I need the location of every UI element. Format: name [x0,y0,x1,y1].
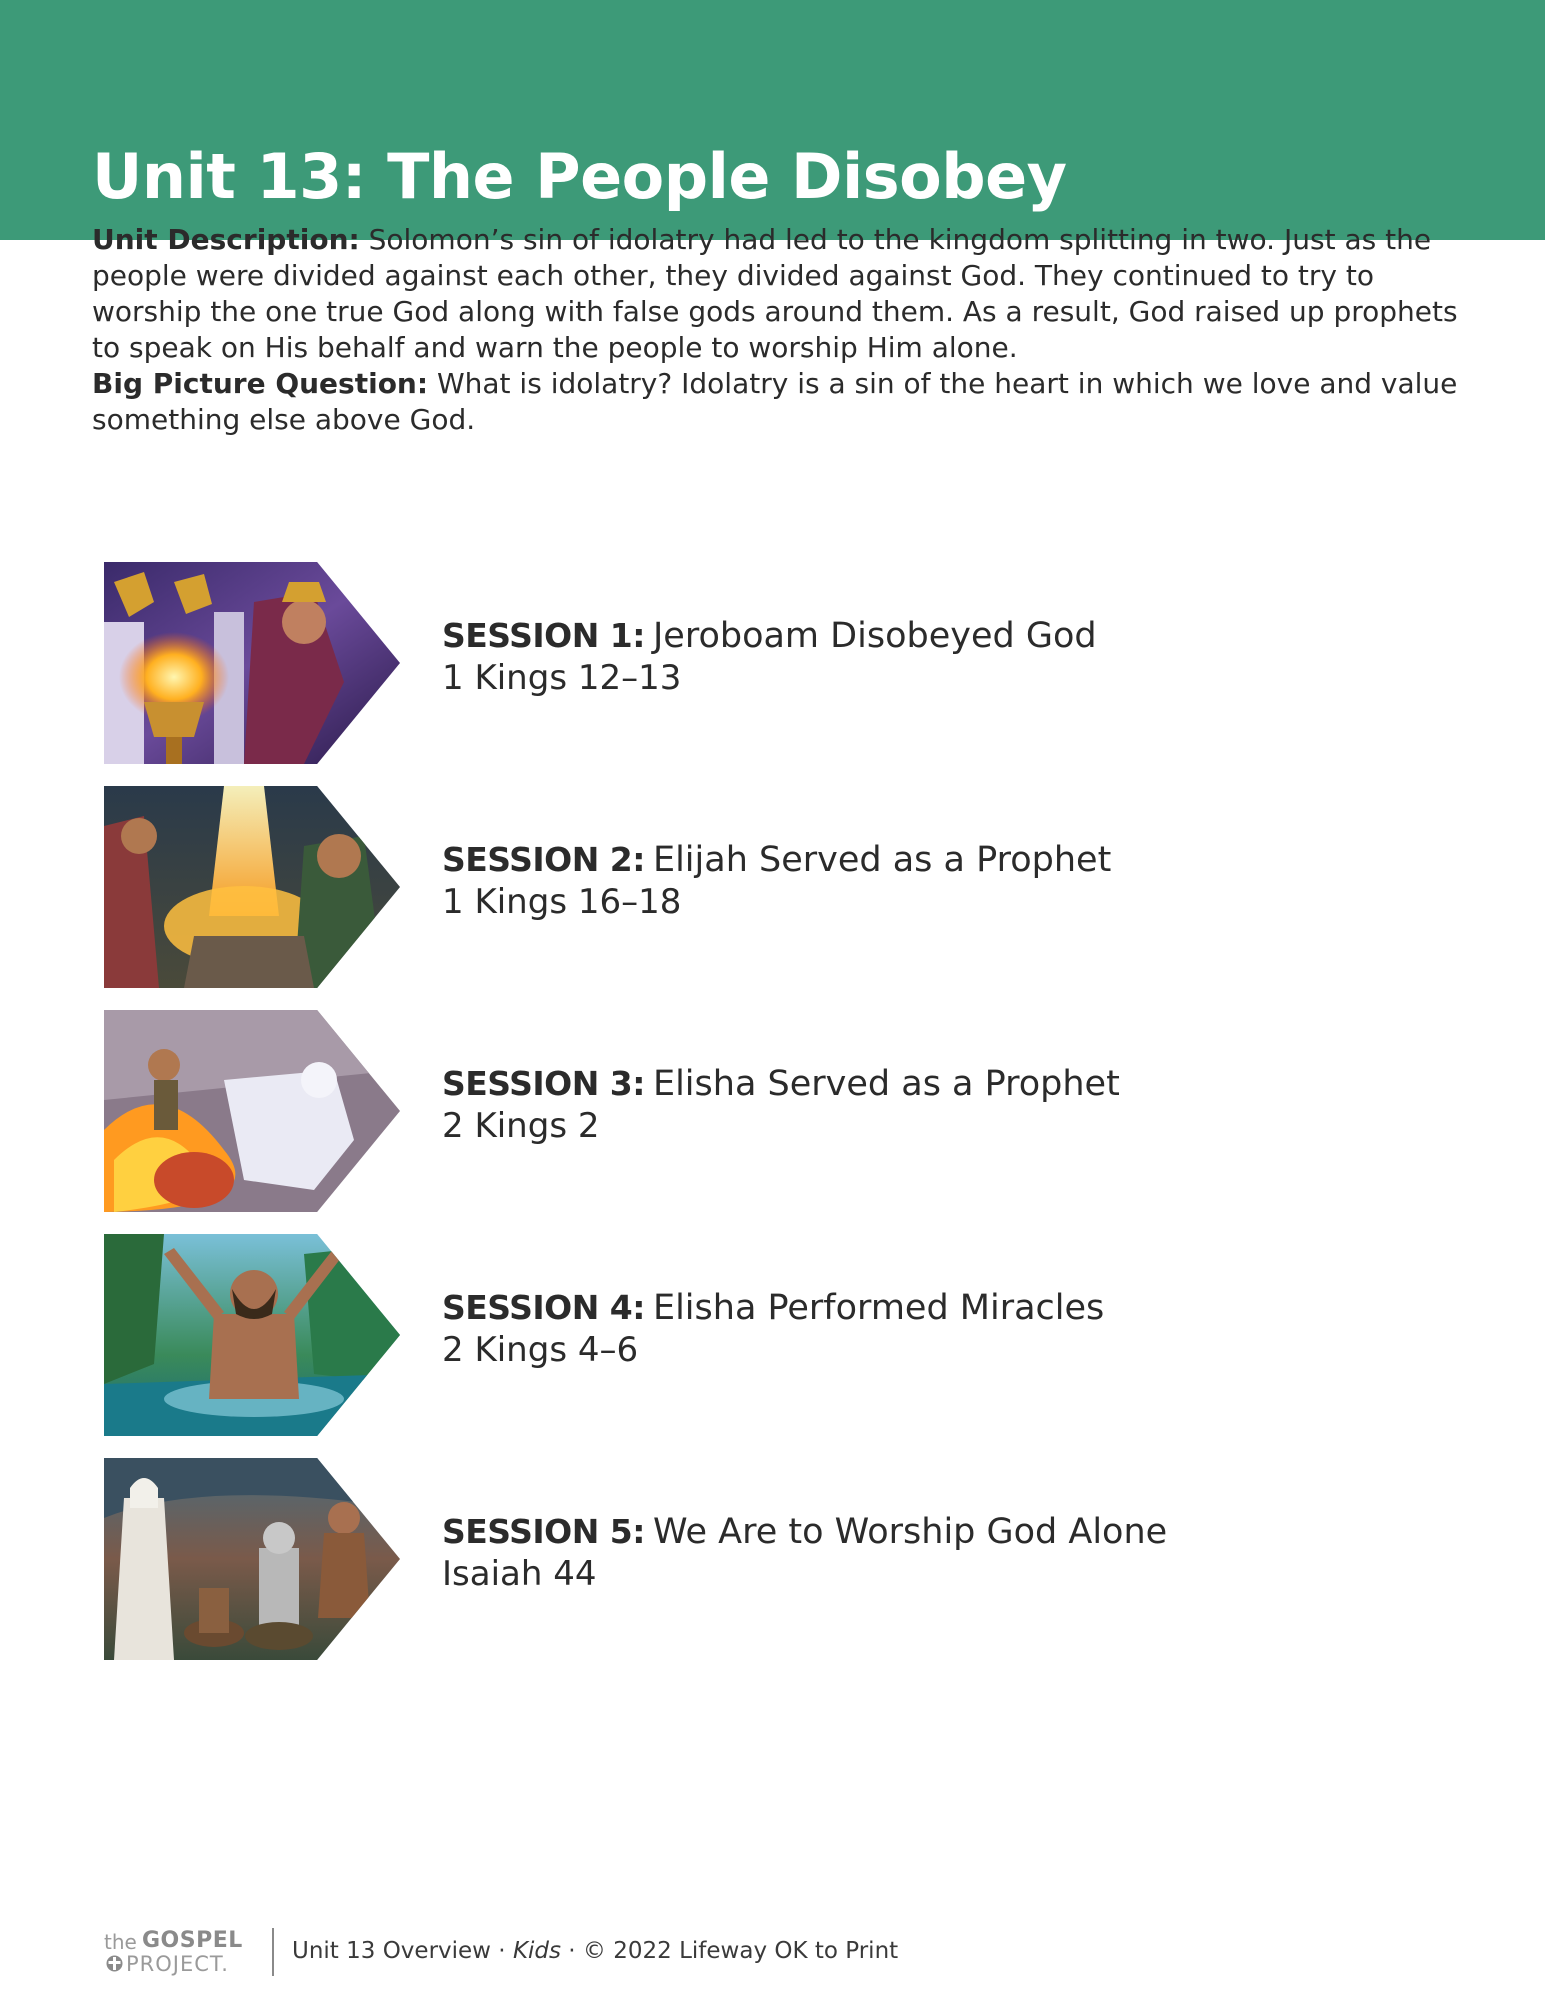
session-2-text [442,840,1111,922]
idol-carving-illustration [104,1458,400,1660]
session-1-title: Jeroboam Disobeyed God [652,616,1097,656]
session-4-text [442,1288,1104,1370]
big-picture-question-label: Big Picture Question: [92,367,429,400]
session-3-label: SESSION 3: [442,1064,645,1103]
cross-circle-icon [106,1955,123,1972]
footer-text-kids: Kids [512,1938,561,1964]
session-2-reference: 1 Kings 16–18 [442,882,682,922]
naaman-jordan-river-illustration [104,1234,400,1436]
golden-calves-altar-illustration [104,562,400,764]
session-5-label: SESSION 5: [442,1512,645,1551]
session-5-text [442,1512,1167,1594]
logo-the: the [104,1930,137,1954]
footer-text-after: · © 2022 Lifeway OK to Print [561,1938,899,1964]
session-1-reference: 1 Kings 12–13 [442,658,682,698]
session-1-label: SESSION 1: [442,616,645,655]
gospel-project-logo [104,1928,264,1976]
session-4-image [104,1234,400,1436]
logo-gospel: GOSPEL [142,1928,243,1953]
session-item-4 [104,1234,1464,1436]
session-3-reference: 2 Kings 2 [442,1106,600,1146]
unit-description [92,222,1472,438]
unit-description-paragraph [92,222,1472,366]
session-2-image [104,786,400,988]
unit-description-text: Solomon’s sin of idolatry had led to the kingdom splitting in two. Just as the people were divided against each other, they divided against God. They continued to try to worship the one true God along with false gods around them. As a result, God raised up prophets to speak on His behalf and warn the people to worship Him alone. [92,223,1458,364]
footer-text [292,1938,898,1964]
session-item-2 [104,786,1464,988]
big-picture-question-text: What is idolatry? Idolatry is a sin of the heart in which we love and value something else above God. [92,367,1458,436]
session-item-1 [104,562,1464,764]
session-1-image [104,562,400,764]
session-5-image [104,1458,400,1660]
footer [104,1928,1104,1976]
session-3-image [104,1010,400,1212]
session-3-title: Elisha Served as a Prophet [652,1064,1120,1104]
logo-project: PROJECT. [126,1952,229,1976]
session-4-title: Elisha Performed Miracles [652,1288,1105,1328]
session-item-5 [104,1458,1464,1660]
session-item-3 [104,1010,1464,1212]
big-picture-question-paragraph [92,366,1472,438]
session-5-reference: Isaiah 44 [442,1554,597,1594]
footer-text-before: Unit 13 Overview · [292,1938,513,1964]
session-2-title: Elijah Served as a Prophet [652,840,1112,880]
footer-divider [272,1928,274,1976]
chariot-of-fire-illustration [104,1010,400,1212]
session-4-reference: 2 Kings 4–6 [442,1330,639,1370]
session-1-text [442,616,1097,698]
session-2-label: SESSION 2: [442,840,645,879]
session-3-text [442,1064,1120,1146]
page-title: Unit 13: The People Disobey [92,140,1067,213]
session-5-title: We Are to Worship God Alone [652,1512,1168,1552]
session-4-label: SESSION 4: [442,1288,645,1327]
unit-description-label: Unit Description: [92,223,360,256]
fire-from-heaven-illustration [104,786,400,988]
